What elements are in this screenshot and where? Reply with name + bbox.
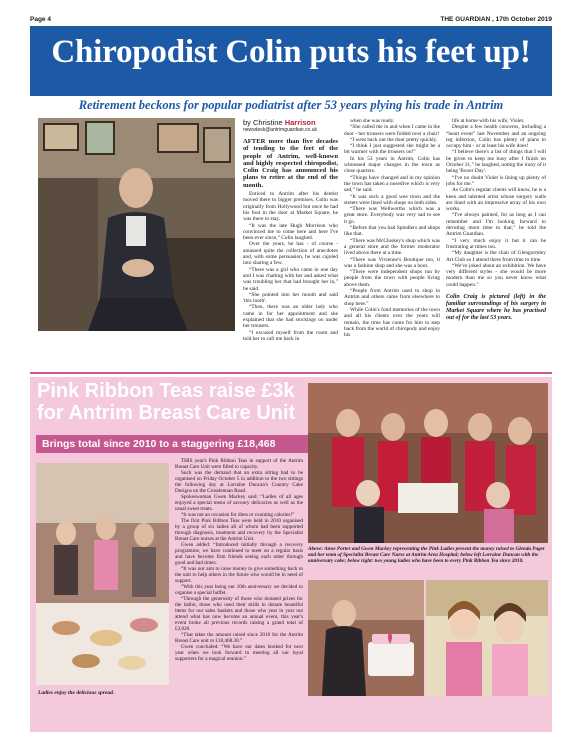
story1-paragraph: As Colin's regular clients will know, he is a keen and talented artist whose surgery walls are lined with an impressive array of his own works.: [446, 187, 546, 213]
story1-paragraph: Despite a few health concerns, including a “heart event” last November and an ongoing leg infection, Colin has plenty of plans to occupy him - or at least his wife does!: [446, 124, 546, 150]
story2-paragraph: “It was our aim to raise money to give something back to the unit to help others in the future who would be in need of support.: [175, 566, 303, 584]
story1-paragraph: life at home with his wife, Violet.: [452, 118, 525, 124]
story2-paragraph: The first Pink Ribbon Teas were held in 2010 organised by a group of six ladies all of whom had been supported through diagnosis, treatment and recovery by the Specialist Breast Care nurses at the Antrim Unit.: [175, 518, 303, 542]
story1-paragraph: “Things have changed and in my opinion the town has taken a nosedive which is very sad,” he said.: [344, 174, 440, 194]
page-folio: [30, 16, 552, 26]
story2-paragraph: Spokeswoman Gwen Mackey said: “Ladies of all ages enjoyed a special menu of savoury delicacies as well as the usual sweet treats.: [175, 494, 303, 512]
story1-paragraph: “I excused myself from the room and told her to call me back in: [243, 329, 338, 342]
story2-paragraph: “That takes the amount raised since 2010 for the Antrim Breast Care unit to £18,468.38.”: [175, 632, 303, 644]
story1-byline: [243, 118, 336, 138]
story2-left-caption: Ladies enjoy the delicious spread.: [38, 690, 115, 696]
story1-paragraph: “I believe there's a list of things that I will be given to keep me busy after I finish on October 31,” he laughed, noting the irony of it being 'Boxer Day'.: [446, 149, 546, 175]
story1-paragraph: “There was Wellworths which was a great store. Everybody was very sad to see it go.: [344, 206, 440, 225]
story1-paragraph: “It was such a good wee town and the streets were lined with shops on both sides.: [344, 193, 440, 206]
byline-name: Harrison: [284, 118, 316, 127]
story1-paragraph: Enticed to Antrim after his dentist moved there to bigger premises, Colin was originally from Hollywood but once he had his foot in the door at Market Square, he was there to stay.: [243, 191, 338, 223]
story1-intro: AFTER more than five decades of tending to the feet of the people of Antrim, well-known and highly respected chiropodist, Colin Craig has announced his plans to retire at the end of the month.: [243, 138, 338, 189]
colin-surgery-photo: [38, 118, 235, 331]
story1-paragraph: “My daughter is the chair of Glengormley Art Club so I attend there from time to time.: [446, 250, 546, 263]
story-divider: [30, 372, 552, 374]
story1-photo-caption: Colin Craig is pictured (left) in the familiar surroundings of his surgery in Market Square where he has practised out of for the last 53 years.: [446, 294, 546, 322]
story1-paragraph: “I think I just suggested she might be a bit warmer with the trousers on!”: [344, 143, 440, 156]
story2-paragraph: THIS year's Pink Ribbon Teas in support of the Antrim Breast Care Unit were filled to capacity.: [175, 458, 303, 470]
story1-headline: Chiropodist Colin puts his feet up!: [51, 34, 531, 70]
page-number: Page 4: [30, 16, 51, 23]
story1-paragraph: “There was a girl who came in one day and I was chatting with her and asked what was troubling her that had brought her in,” he said.: [243, 266, 338, 292]
story1-paragraph: Over the years, he has - of course - amassed quite the collection of anecdotes and, with some persuasion, he was cajoled into sharing a few.: [243, 241, 338, 267]
story1-strapline: Retirement beckons for popular podiatrist after 53 years plying his trade in Antrim: [78, 98, 504, 112]
story1-paragraph: when she was ready.: [350, 118, 395, 124]
story2-paragraph: “It was not an occasion for diets or counting calories!”: [181, 512, 295, 518]
story1-headline-banner: [30, 26, 552, 96]
story2-strapline-bar: [36, 435, 308, 453]
story1-paragraph: “I very much enjoy it but it can be frustrating at times too.: [446, 237, 546, 250]
story1-paragraph: In his 53 years in Antrim, Colin has witnessed major changes in the town as close quarters.: [344, 155, 440, 175]
story2-strapline: Brings total since 2010 to a staggering £18,468: [42, 438, 276, 450]
story1-paragraph: “Before that you had Spindlers and shops like that.: [344, 225, 440, 238]
story2-paragraph: Gwen concluded: “We have our dates booked for next year when we look forward to meeting all our loyal supporters for a magical reunion.”: [175, 644, 303, 662]
story1-column-2: [344, 118, 440, 370]
story1-paragraph: “People from Antrim used to shop in Antrim and others came from elsewhere to shop here.”: [344, 288, 440, 307]
cheque-presentation-photo: [308, 383, 548, 543]
story2-paragraph: Such was the demand that an extra sitting had to be organised on Friday October 5 in addition to the two sittings the following day at Lorraine Duncan's Country Cake Designs on the Crosslennan Road.: [175, 470, 303, 494]
story1-paragraph: “There was Vivienne's Boutique too, it was a fashion shop and she was a hoot.: [344, 256, 440, 269]
story1-strapline-bar: [30, 96, 552, 114]
story1-paragraph: “She called me in and when I came in the door - her trousers were folded over a chair!: [344, 124, 440, 137]
story1-paragraph: “There was McCluskey's shop which was a general store and the former moderator lived above there at a time.: [344, 237, 440, 257]
ladies-spread-photo: [36, 463, 169, 685]
story2-paragraph: Gwen added: “Introduced initially through a recovery programme, we have continued to meet on a regular basis and have become firm friends seeing each other through good and bad times.: [175, 542, 303, 566]
story1-paragraph: “She pointed into her mouth and said 'this tooth'.: [243, 291, 338, 305]
story1-paragraph: While Colin's fond memories of the town and all his clients over the years will remain, the time has come for him to step back from the world of chiropody and enjoy his: [344, 306, 440, 339]
story1-paragraph: “I've always painted, for as long as I can remember and I'm looking forward to devoting more time to that,” he told the Antrim Guardian.: [446, 212, 546, 238]
story2-headline: Pink Ribbon Teas raise £3k for Antrim Breast Care Unit: [37, 380, 296, 424]
story2-paragraph: “With this year being our 10th anniversary we decided to organise a special buffet.: [175, 584, 303, 596]
byline-prefix: by Christine: [243, 118, 285, 127]
story2-main-caption: Above: Anne Porter and Gwen Mackey representing the Pink Ladies present the money raised to Glenda Paget and her team of Specialist Breast Care Nurse at Antrim Area Hospital; below left Lorraine Duncan with the anniversary cake; below right: two young ladies who have been to every Pink Ribbon Tea since 2010.: [308, 546, 545, 565]
paper-dateline: THE GUARDIAN , 17th October 2019: [440, 16, 552, 23]
story1-paragraph: “There were independent shops run by people from the town with people living above them.: [344, 269, 440, 288]
story1-paragraph: “Then, there was an older lady who came in for her appointment and she explained that she had stockings on under her trousers.: [243, 304, 338, 330]
story1-paragraph: “We've joked about an exhibition. We have very different styles - she would be more modern than me so you never know what could happen.”: [446, 262, 546, 288]
story2-paragraph: “Through the generosity of those who donated prizes for the ballot, those who used their skills to donate beautiful items for our sales baskets and those who year in year out attend what has now become an annual event, this year's event broke all previous records raising a grand total of £3,020.: [175, 596, 303, 632]
story2-column: [175, 458, 303, 732]
byline-email: newsdesk@antrimguardian.co.uk: [243, 127, 318, 133]
story1-paragraph: “I've no doubt Violet is lining up plenty of jobs for me.”: [446, 174, 546, 187]
story1-column-1: [243, 138, 338, 370]
story1-paragraph: “It was the late Hugh Morrison who convinced me to come here and here I've been ever since,” Colin laughed.: [243, 222, 338, 242]
story1-column-3: [446, 118, 546, 370]
story1-paragraph: “I went back out the door pretty quickly.: [350, 136, 438, 143]
anniversary-cake-photo: [308, 580, 424, 696]
young-ladies-photo: [426, 580, 548, 696]
